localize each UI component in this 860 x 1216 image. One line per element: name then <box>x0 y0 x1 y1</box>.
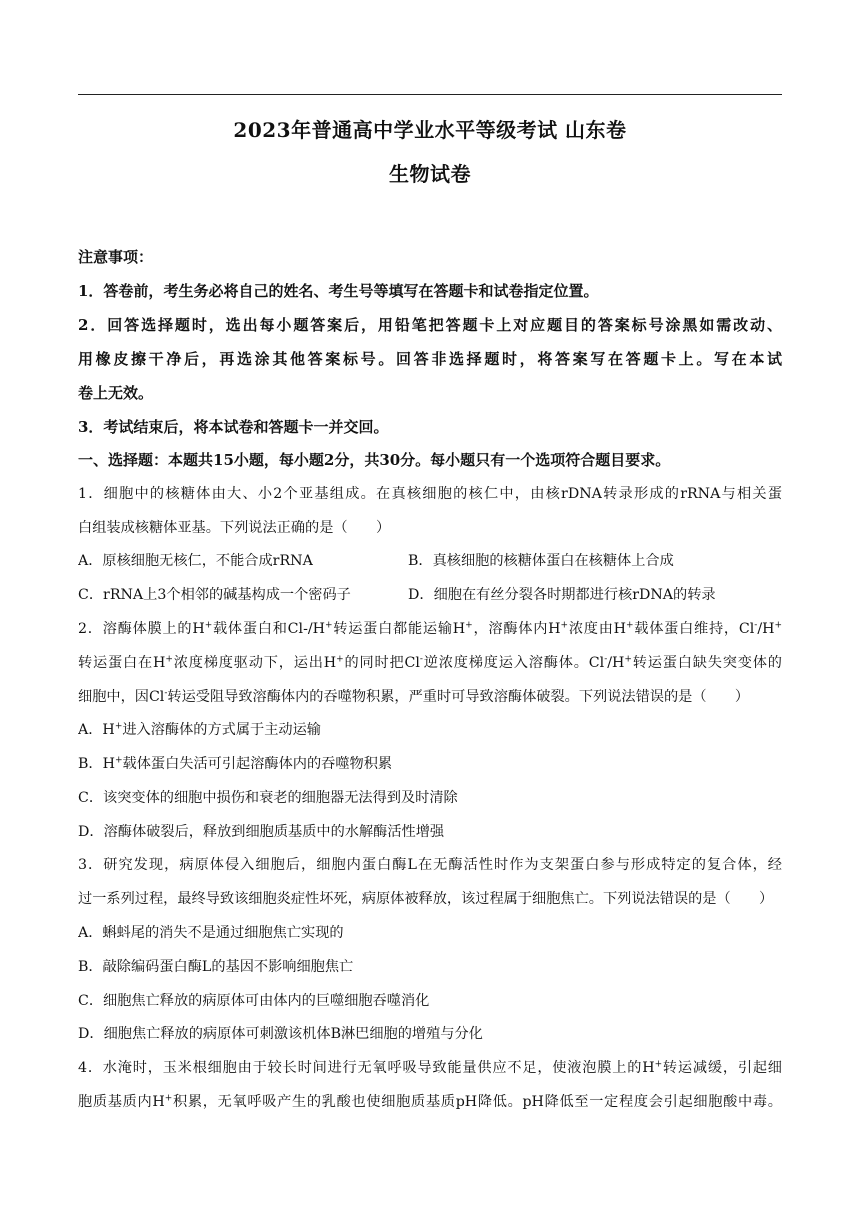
q3-option-b: B．敲除编码蛋白酶L的基因不影响细胞焦亡 <box>78 959 354 975</box>
q3-option-a: A．蝌蚪尾的消失不是通过细胞焦亡实现的 <box>78 925 344 941</box>
q1-options-row-2 <box>78 585 782 605</box>
q2-option-c: C．该突变体的细胞中损伤和衰老的细胞器无法得到及时清除 <box>78 790 458 806</box>
header-rule <box>78 94 782 95</box>
q1-option-c: C．rRNA上3个相邻的碱基构成一个密码子 <box>78 587 351 603</box>
q1-stem-line-2: 白组装成核糖体亚基。下列说法正确的是（ ） <box>78 520 391 536</box>
notice-heading: 注意事项： <box>78 248 154 266</box>
q2-option-b: B．H+载体蛋白失活可引起溶酶体内的吞噬物积累 <box>78 755 393 772</box>
notice-item-2-line-3: 卷上无效。 <box>78 384 154 402</box>
q2-stem-line-2: 转运蛋白在H+浓度梯度驱动下，运出H+的同时把Cl-逆浓度梯度运入溶酶体。Cl-/H+转运蛋白缺失突变体的 <box>78 654 782 671</box>
notice-item-1: 1．答卷前，考生务必将自己的姓名、考生号等填写在答题卡和试卷指定位置。 <box>78 282 599 300</box>
q2-stem-line-3: 细胞中，因Cl-转运受阻导致溶酶体内的吞噬物积累，严重时可导致溶酶体破裂。下列说法错误的是（ ） <box>78 688 750 705</box>
section-heading: 一、选择题：本题共15小题，每小题2分，共30分。每小题只有一个选项符合题目要求。 <box>78 451 671 469</box>
q1-stem-line-1: 1．细胞中的核糖体由大、小2个亚基组成。在真核细胞的核仁中，由核rDNA转录形成的rRNA与相关蛋 <box>78 486 782 502</box>
notice-item-2-line-2: 用橡皮擦干净后，再选涂其他答案标号。回答非选择题时，将答案写在答题卡上。写在本试 <box>78 350 782 368</box>
notice-item-3: 3．考试结束后，将本试卷和答题卡一并交回。 <box>78 418 389 436</box>
notice-item-2-line-1: 2．回答选择题时，选出每小题答案后，用铅笔把答题卡上对应题目的答案标号涂黑如需改动、 <box>78 316 782 334</box>
q1-option-a: A．原核细胞无核仁，不能合成rRNA <box>78 553 313 569</box>
q1-options-row-1 <box>78 551 782 571</box>
q3-stem-line-1: 3．研究发现，病原体侵入细胞后，细胞内蛋白酶L在无酶活性时作为支架蛋白参与形成特定的复合体，经 <box>78 857 782 873</box>
q3-option-d: D．细胞焦亡释放的病原体可刺激该机体B淋巴细胞的增殖与分化 <box>78 1026 483 1042</box>
exam-title: 2023年普通高中学业水平等级考试 山东卷 <box>233 118 627 142</box>
q2-option-d: D．溶酶体破裂后，释放到细胞质基质中的水解酶活性增强 <box>78 824 445 840</box>
exam-subtitle: 生物试卷 <box>389 162 471 186</box>
q1-option-d: D．细胞在有丝分裂各时期都进行核rDNA的转录 <box>408 587 716 603</box>
q4-stem-line-1: 4．水淹时，玉米根细胞由于较长时间进行无氧呼吸导致能量供应不足，使液泡膜上的H+转运减缓，引起细 <box>78 1059 782 1076</box>
q2-option-a: A．H+进入溶酶体的方式属于主动运输 <box>78 721 321 738</box>
q3-stem-line-2: 过一系列过程，最终导致该细胞炎症性坏死，病原体被释放，该过程属于细胞焦亡。下列说法错误的是（ ） <box>78 891 774 907</box>
q2-stem-line-1: 2．溶酶体膜上的H+载体蛋白和Cl-/H+转运蛋白都能运输H+，溶酶体内H+浓度由H+载体蛋白维持，Cl-/H+ <box>78 620 782 637</box>
q3-option-c: C．细胞焦亡释放的病原体可由体内的巨噬细胞吞噬消化 <box>78 993 430 1009</box>
q4-stem-line-2: 胞质基质内H+积累，无氧呼吸产生的乳酸也使细胞质基质pH降低。pH降低至一定程度会引起细胞酸中毒。 <box>78 1093 782 1110</box>
q1-option-b: B．真核细胞的核糖体蛋白在核糖体上合成 <box>408 553 674 569</box>
